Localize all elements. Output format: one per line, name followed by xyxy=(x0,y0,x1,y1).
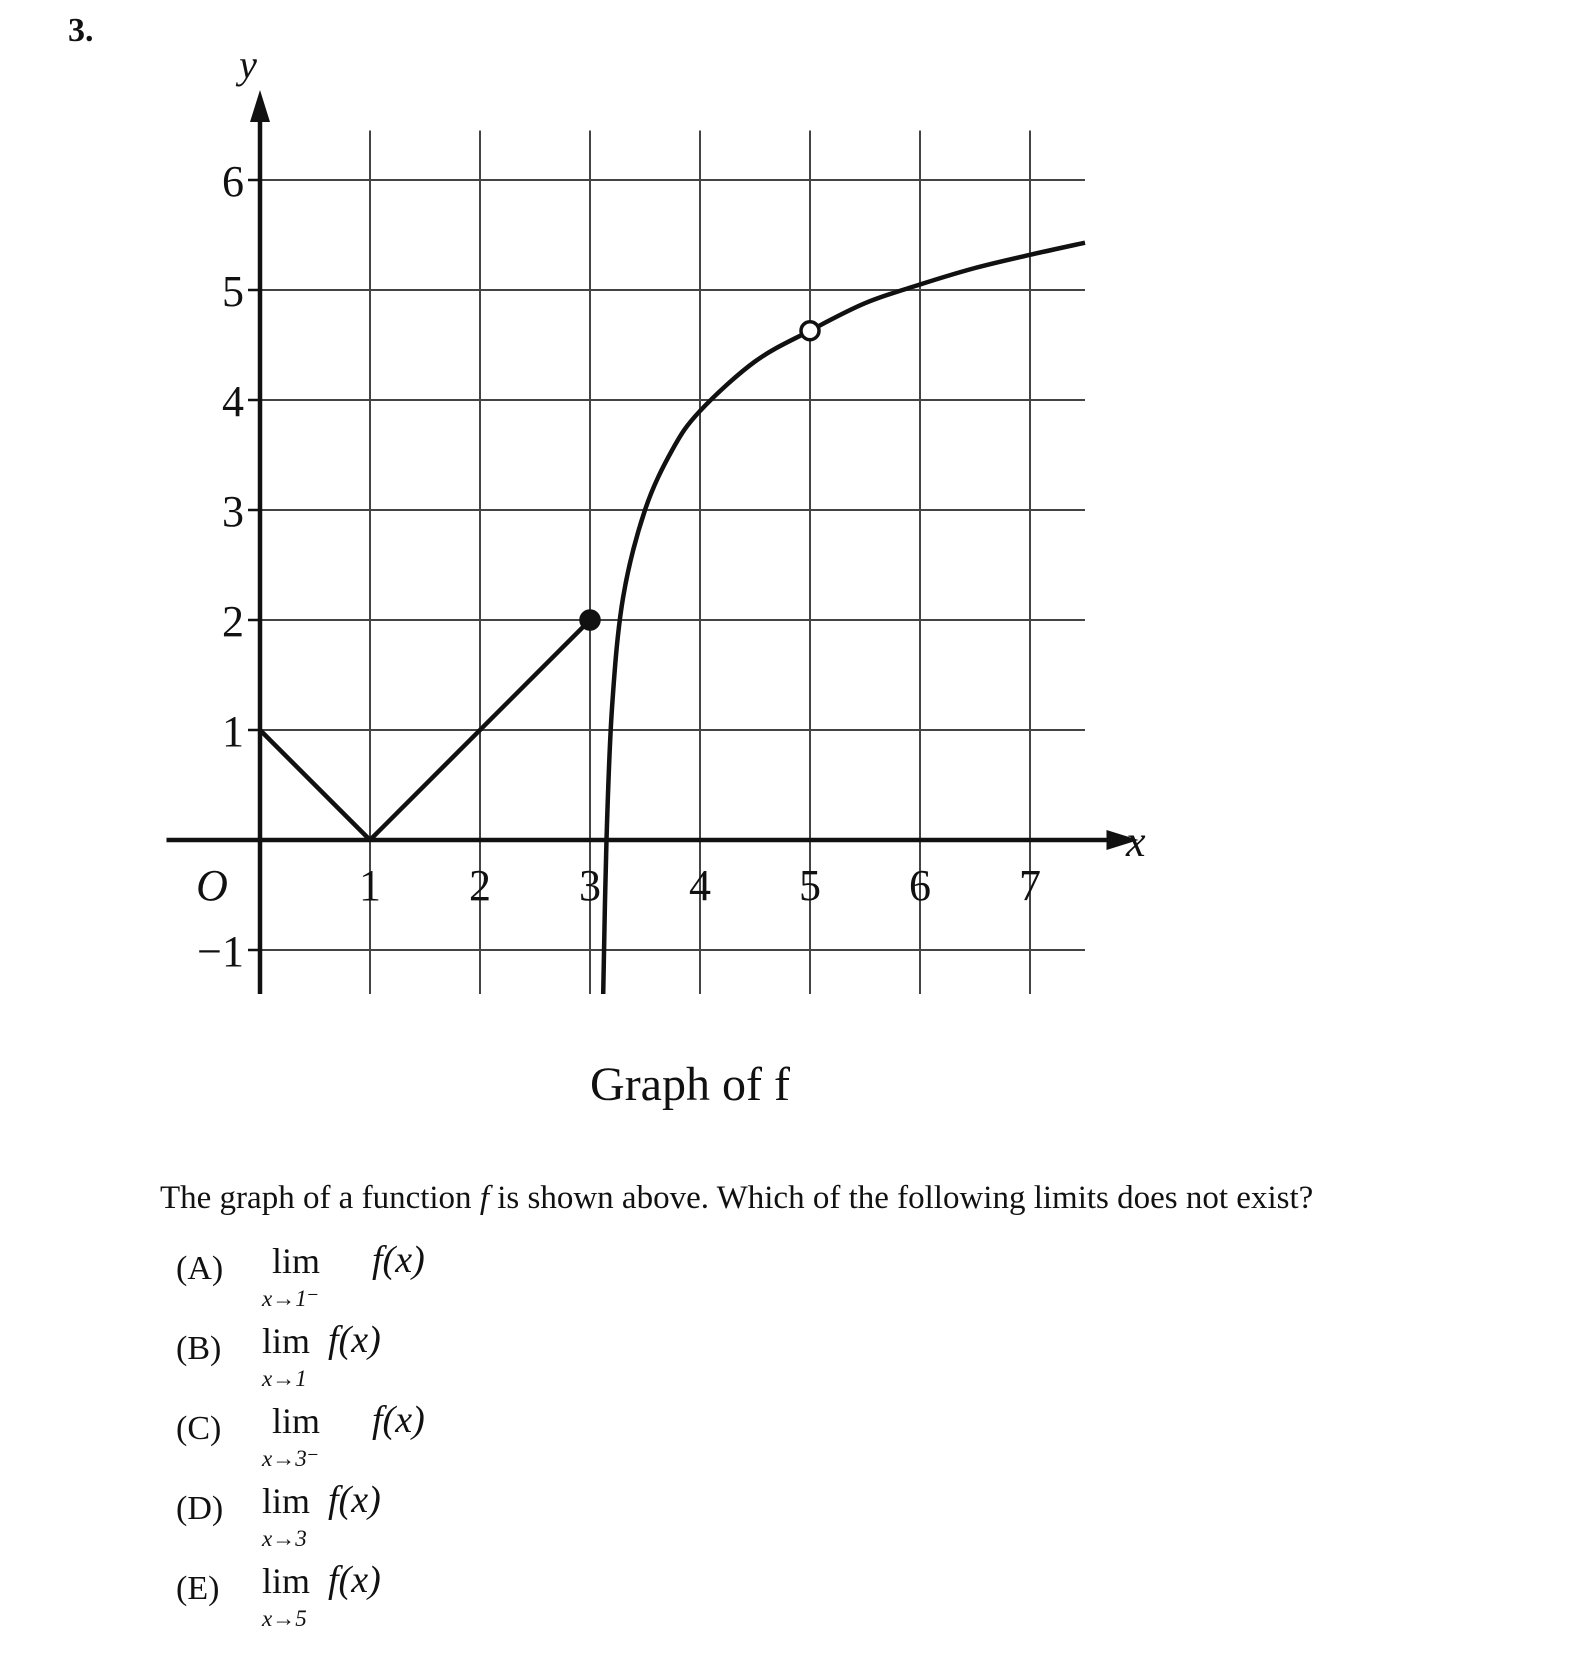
axes xyxy=(167,90,1139,994)
choice-label: (C) xyxy=(176,1410,222,1447)
y-tick-label-5: 5 xyxy=(222,267,244,316)
limit-operator: lim xyxy=(262,1321,311,1361)
question-text-before: The graph of a function xyxy=(160,1180,480,1216)
choice-label: (B) xyxy=(176,1330,222,1367)
limit-subscript: x→3⁻ xyxy=(262,1446,319,1471)
chart-caption: Graph of f xyxy=(590,1058,790,1111)
y-tick-label-2: 2 xyxy=(222,597,244,646)
x-tick-label-2: 2 xyxy=(469,861,491,910)
limit-subscript: x→1 xyxy=(262,1366,307,1391)
y-tick-label-6: 6 xyxy=(222,157,244,206)
curve-series-1 xyxy=(260,730,370,840)
question-text-f: f xyxy=(479,1180,489,1216)
limit-operator: lim xyxy=(262,1481,311,1521)
choice-label: (D) xyxy=(176,1490,224,1527)
x-tick-label-7: 7 xyxy=(1019,861,1041,910)
limit-operator: lim xyxy=(272,1241,321,1281)
limit-operator: lim xyxy=(262,1561,311,1601)
limit-operator: lim xyxy=(272,1401,321,1441)
function-expression: f(x) xyxy=(328,1319,381,1361)
curve-series-3 xyxy=(603,243,1085,994)
open-point-2 xyxy=(801,322,819,340)
answer-choice[interactable] xyxy=(176,1240,576,1320)
y-tick-label-1: 1 xyxy=(222,707,244,756)
choice-label: (A) xyxy=(176,1250,224,1287)
origin-label: O xyxy=(196,861,228,910)
limit-subscript: x→5 xyxy=(262,1606,307,1631)
x-tick-label-3: 3 xyxy=(579,861,601,910)
limit-subscript: x→3 xyxy=(262,1526,307,1551)
y-tick-label-3: 3 xyxy=(222,487,244,536)
answer-choice[interactable] xyxy=(176,1560,576,1640)
answer-choice[interactable] xyxy=(176,1480,576,1560)
choice-label: (E) xyxy=(176,1570,220,1607)
y-tick-label-4: 4 xyxy=(222,377,244,426)
answer-choice[interactable] xyxy=(176,1320,576,1400)
grid xyxy=(260,131,1085,995)
x-tick-label-1: 1 xyxy=(359,861,381,910)
question-text xyxy=(160,1180,1313,1217)
y-axis-arrow xyxy=(250,90,270,122)
function-expression: f(x) xyxy=(328,1479,381,1521)
function-expression: f(x) xyxy=(328,1559,381,1601)
closed-point-1 xyxy=(581,611,599,629)
answer-choice[interactable] xyxy=(176,1400,576,1480)
question-text-after: is shown above. Which of the following limits does not exist? xyxy=(488,1180,1314,1216)
y-axis-label: y xyxy=(239,42,257,87)
x-tick-label-6: 6 xyxy=(909,861,931,910)
function-expression: f(x) xyxy=(372,1239,425,1281)
function-curves xyxy=(260,243,1085,994)
y-tick-label--1: −1 xyxy=(197,927,244,976)
function-expression: f(x) xyxy=(372,1399,425,1441)
question-number: 3. xyxy=(68,12,94,49)
x-tick-label-5: 5 xyxy=(799,861,821,910)
x-tick-label-4: 4 xyxy=(689,861,711,910)
tick-labels xyxy=(197,157,1041,976)
limit-subscript: x→1⁻ xyxy=(262,1286,319,1311)
x-axis-label: x xyxy=(1126,817,1146,866)
